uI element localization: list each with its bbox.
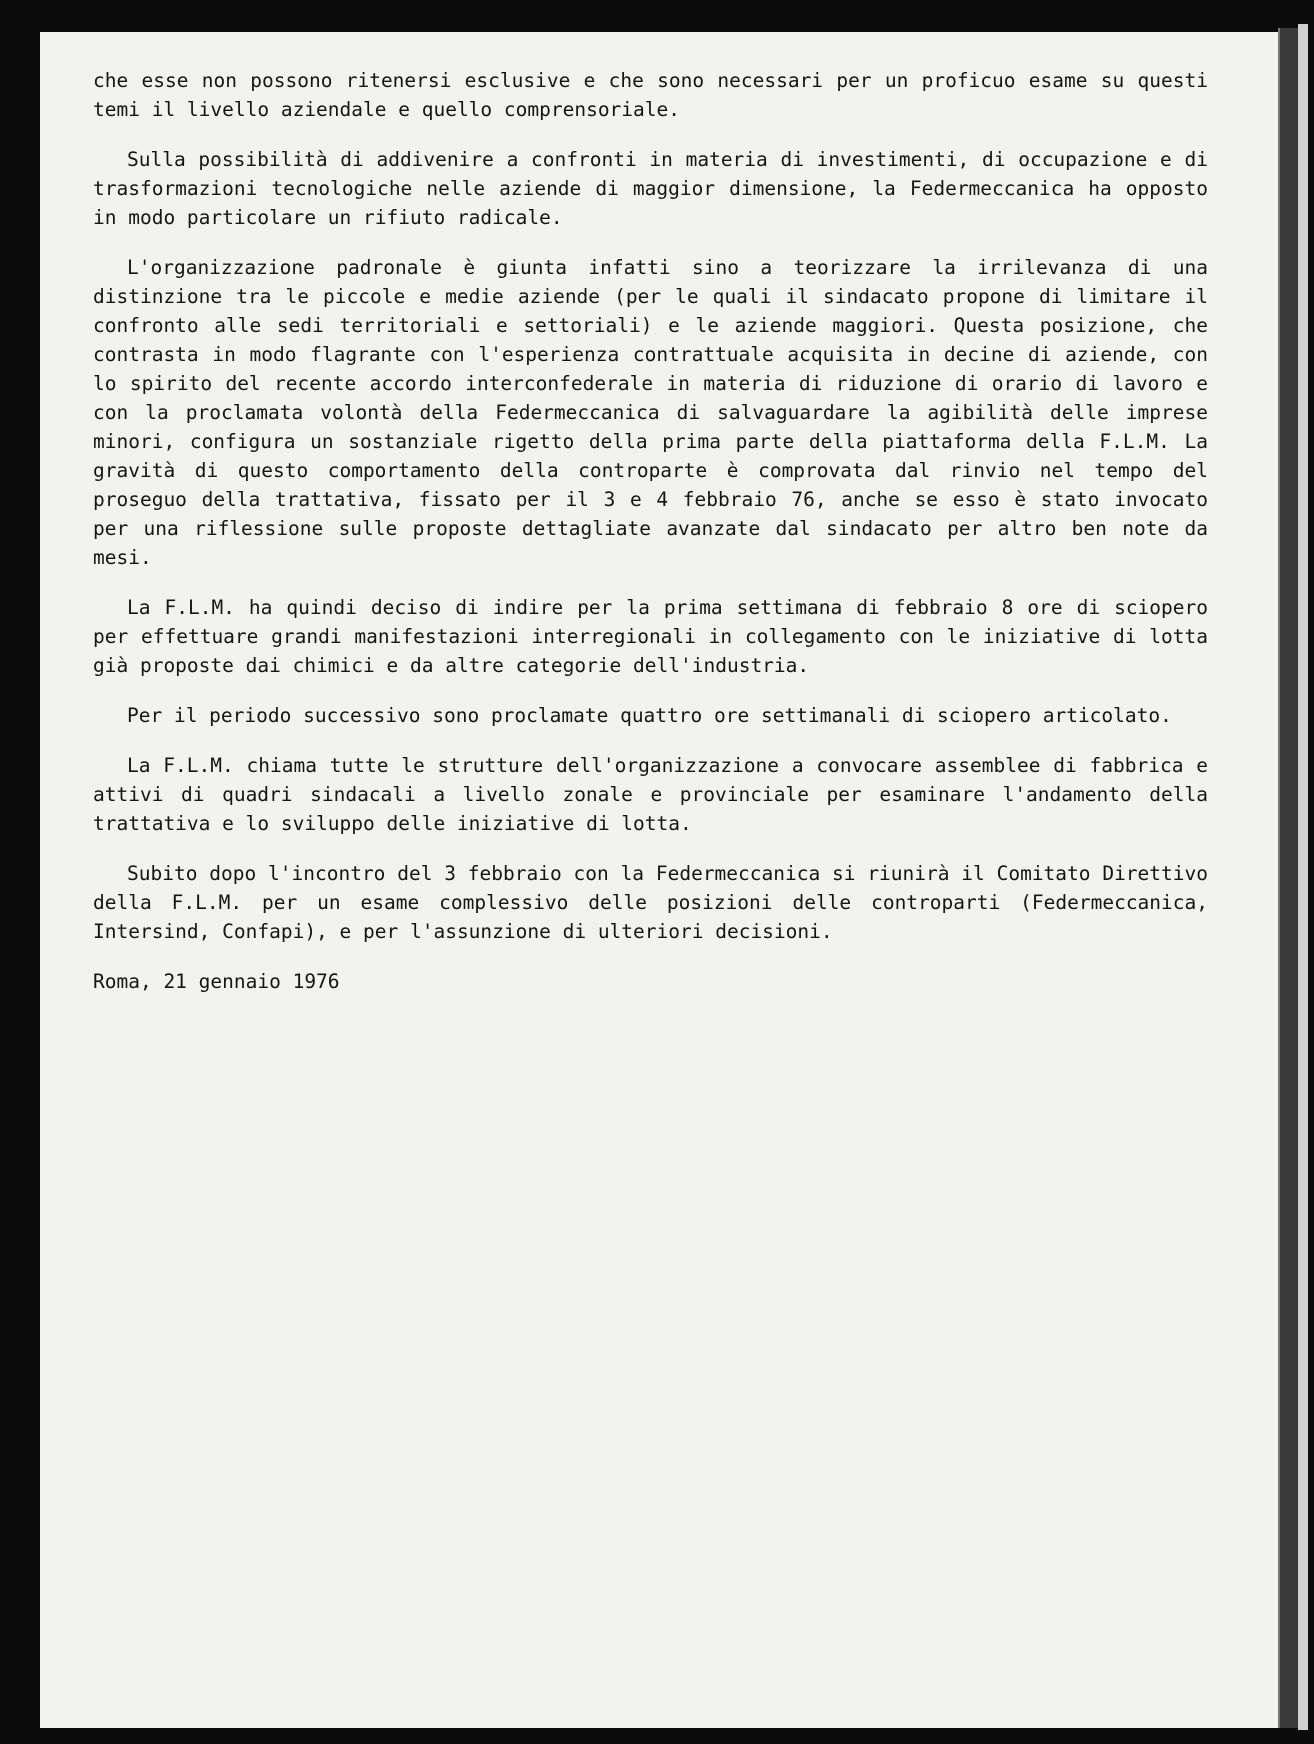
paragraph-7: Subito dopo l'incontro del 3 febbraio con la Federmeccanica si riunirà il Comitato Direttivo della F.L.M. per un esame complessivo delle posizioni delle controparti (Federmeccanica, Intersind, Confapi), e per l'assunzione di ulteriori decisioni. <box>93 862 1208 943</box>
paragraph-2: Sulla possibilità di addivenire a confronti in materia di investimenti, di occupazione e di trasformazioni tecnologiche nelle aziende di maggior dimensione, la Federmeccanica ha opposto in modo particolare un rifiuto radicale. <box>93 148 1208 229</box>
scan-edge-light <box>1298 24 1308 1730</box>
scan-edge-dark <box>1278 28 1300 1728</box>
paragraph-1: che esse non possono ritenersi esclusive e che sono necessari per un proficuo esame su questi temi il livello aziendale e quello comprensoriale. <box>93 69 1208 121</box>
paragraph-4: La F.L.M. ha quindi deciso di indire per la prima settimana di febbraio 8 ore di sciopero per effettuare grandi manifestazioni interregionali in collegamento con le iniziative di lotta già proposte dai chimici e da altre categorie dell'industria. <box>93 596 1208 677</box>
paragraph-5: Per il periodo successivo sono proclamate quattro ore settimanali di sciopero articolato. <box>127 704 1172 727</box>
paragraph-3: L'organizzazione padronale è giunta infatti sino a teorizzare la irrilevanza di una distinzione tra le piccole e medie aziende (per le quali il sindacato propone di limitare il confronto alle sedi territoriali e settoriali) e le aziende maggiori. Questa posizione, che contrasta in modo flagrante con l'esperienza contrattuale acquisita in decine di aziende, con lo spirito del recente accordo interconfederale in materia di riduzione di orario di lavoro e con la proclamata volontà della Federmeccanica di salvaguardare la agibilità delle imprese minori, configura un sostanziale rigetto della prima parte della piattaforma della F.L.M. La gravità di questo comportamento della controparte è comprovata dal rinvio nel tempo del proseguo della trattativa, fissato per il 3 e 4 febbraio 76, anche se esso è stato invocato per una riflessione sulle proposte dettagliate avanzate dal sindacato per altro ben note da mesi. <box>93 256 1208 569</box>
place-date: Roma, 21 gennaio 1976 <box>93 970 340 993</box>
document-body <box>93 66 1208 1017</box>
paragraph-6: La F.L.M. chiama tutte le strutture dell'organizzazione a convocare assemblee di fabbrica e attivi di quadri sindacali a livello zonale e provinciale per esaminare l'andamento della trattativa e lo sviluppo delle iniziative di lotta. <box>93 754 1208 835</box>
